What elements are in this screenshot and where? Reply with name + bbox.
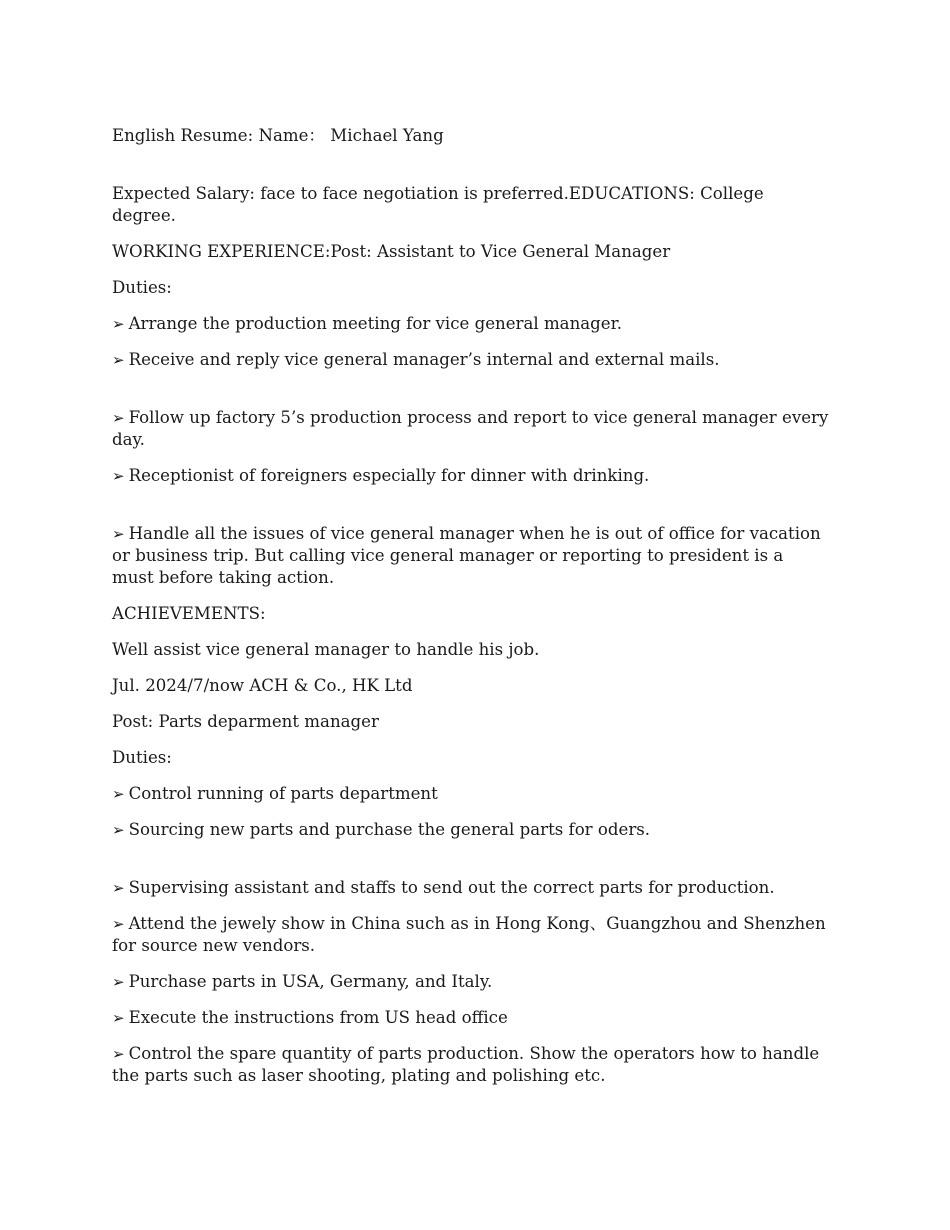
bullet-arrow-icon: ➢ [112,785,125,803]
expected-salary: Expected Salary: face to face negotiation is preferred.EDUCATIONS: College degree. [112,184,764,225]
achievements-text: Well assist vice general manager to handle his job. [112,640,540,659]
duty-item [112,1007,830,1029]
duty-text: Arrange the production meeting for vice general manager. [128,314,622,333]
duty-item [112,523,830,589]
duty-text: Execute the instructions from US head office [128,1008,508,1027]
achievements-label: ACHIEVEMENTS: [112,604,266,623]
duty-text: Supervising assistant and staffs to send out the correct parts for production. [128,878,775,897]
duty-item [112,819,830,841]
bullet-arrow-icon: ➢ [112,351,125,369]
bullet-arrow-icon: ➢ [112,315,125,333]
duty-text: Handle all the issues of vice general manager when he is out of office for vacation or business trip. But calling vice general manager or reporting to president is a must before taking action. [112,524,821,587]
duty-item [112,971,830,993]
working-experience: WORKING EXPERIENCE:Post: Assistant to Vice General Manager [112,242,671,261]
duty-text: Purchase parts in USA, Germany, and Italy. [128,972,493,991]
duty-item [112,783,830,805]
duty-text: Receptionist of foreigners especially for dinner with drinking. [128,466,650,485]
duty-item [112,407,830,451]
duty-text: Control the spare quantity of parts production. Show the operators how to handle the parts such as laser shooting, plating and polishing etc. [112,1044,820,1085]
resume-page [112,125,830,1101]
bullet-arrow-icon: ➢ [112,879,125,897]
duty-item [112,465,830,487]
bullet-arrow-icon: ➢ [112,1045,125,1063]
job-period: Jul. 2024/7/now ACH & Co., HK Ltd [112,676,413,695]
duty-text: Control running of parts department [128,784,438,803]
bullet-arrow-icon: ➢ [112,467,125,485]
bullet-arrow-icon: ➢ [112,1009,125,1027]
duty-item [112,1043,830,1087]
duty-text: Sourcing new parts and purchase the general parts for oders. [128,820,651,839]
duty-text: Follow up factory 5’s production process and report to vice general manager every day. [112,408,829,449]
bullet-arrow-icon: ➢ [112,973,125,991]
duty-item [112,913,830,957]
bullet-arrow-icon: ➢ [112,821,125,839]
duties-label: Duties: [112,278,172,297]
duty-item [112,349,830,371]
duties-label: Duties: [112,748,172,767]
duty-item [112,877,830,899]
bullet-arrow-icon: ➢ [112,409,125,427]
bullet-arrow-icon: ➢ [112,915,125,933]
duty-item [112,313,830,335]
job-post: Post: Parts deparment manager [112,712,379,731]
duty-text: Receive and reply vice general manager’s internal and external mails. [128,350,720,369]
bullet-arrow-icon: ➢ [112,525,125,543]
duty-text: Attend the jewely show in China such as in Hong Kong、Guangzhou and Shenzhen for source new vendors. [112,914,826,955]
resume-title: English Resume: Name： Michael Yang [112,126,444,145]
